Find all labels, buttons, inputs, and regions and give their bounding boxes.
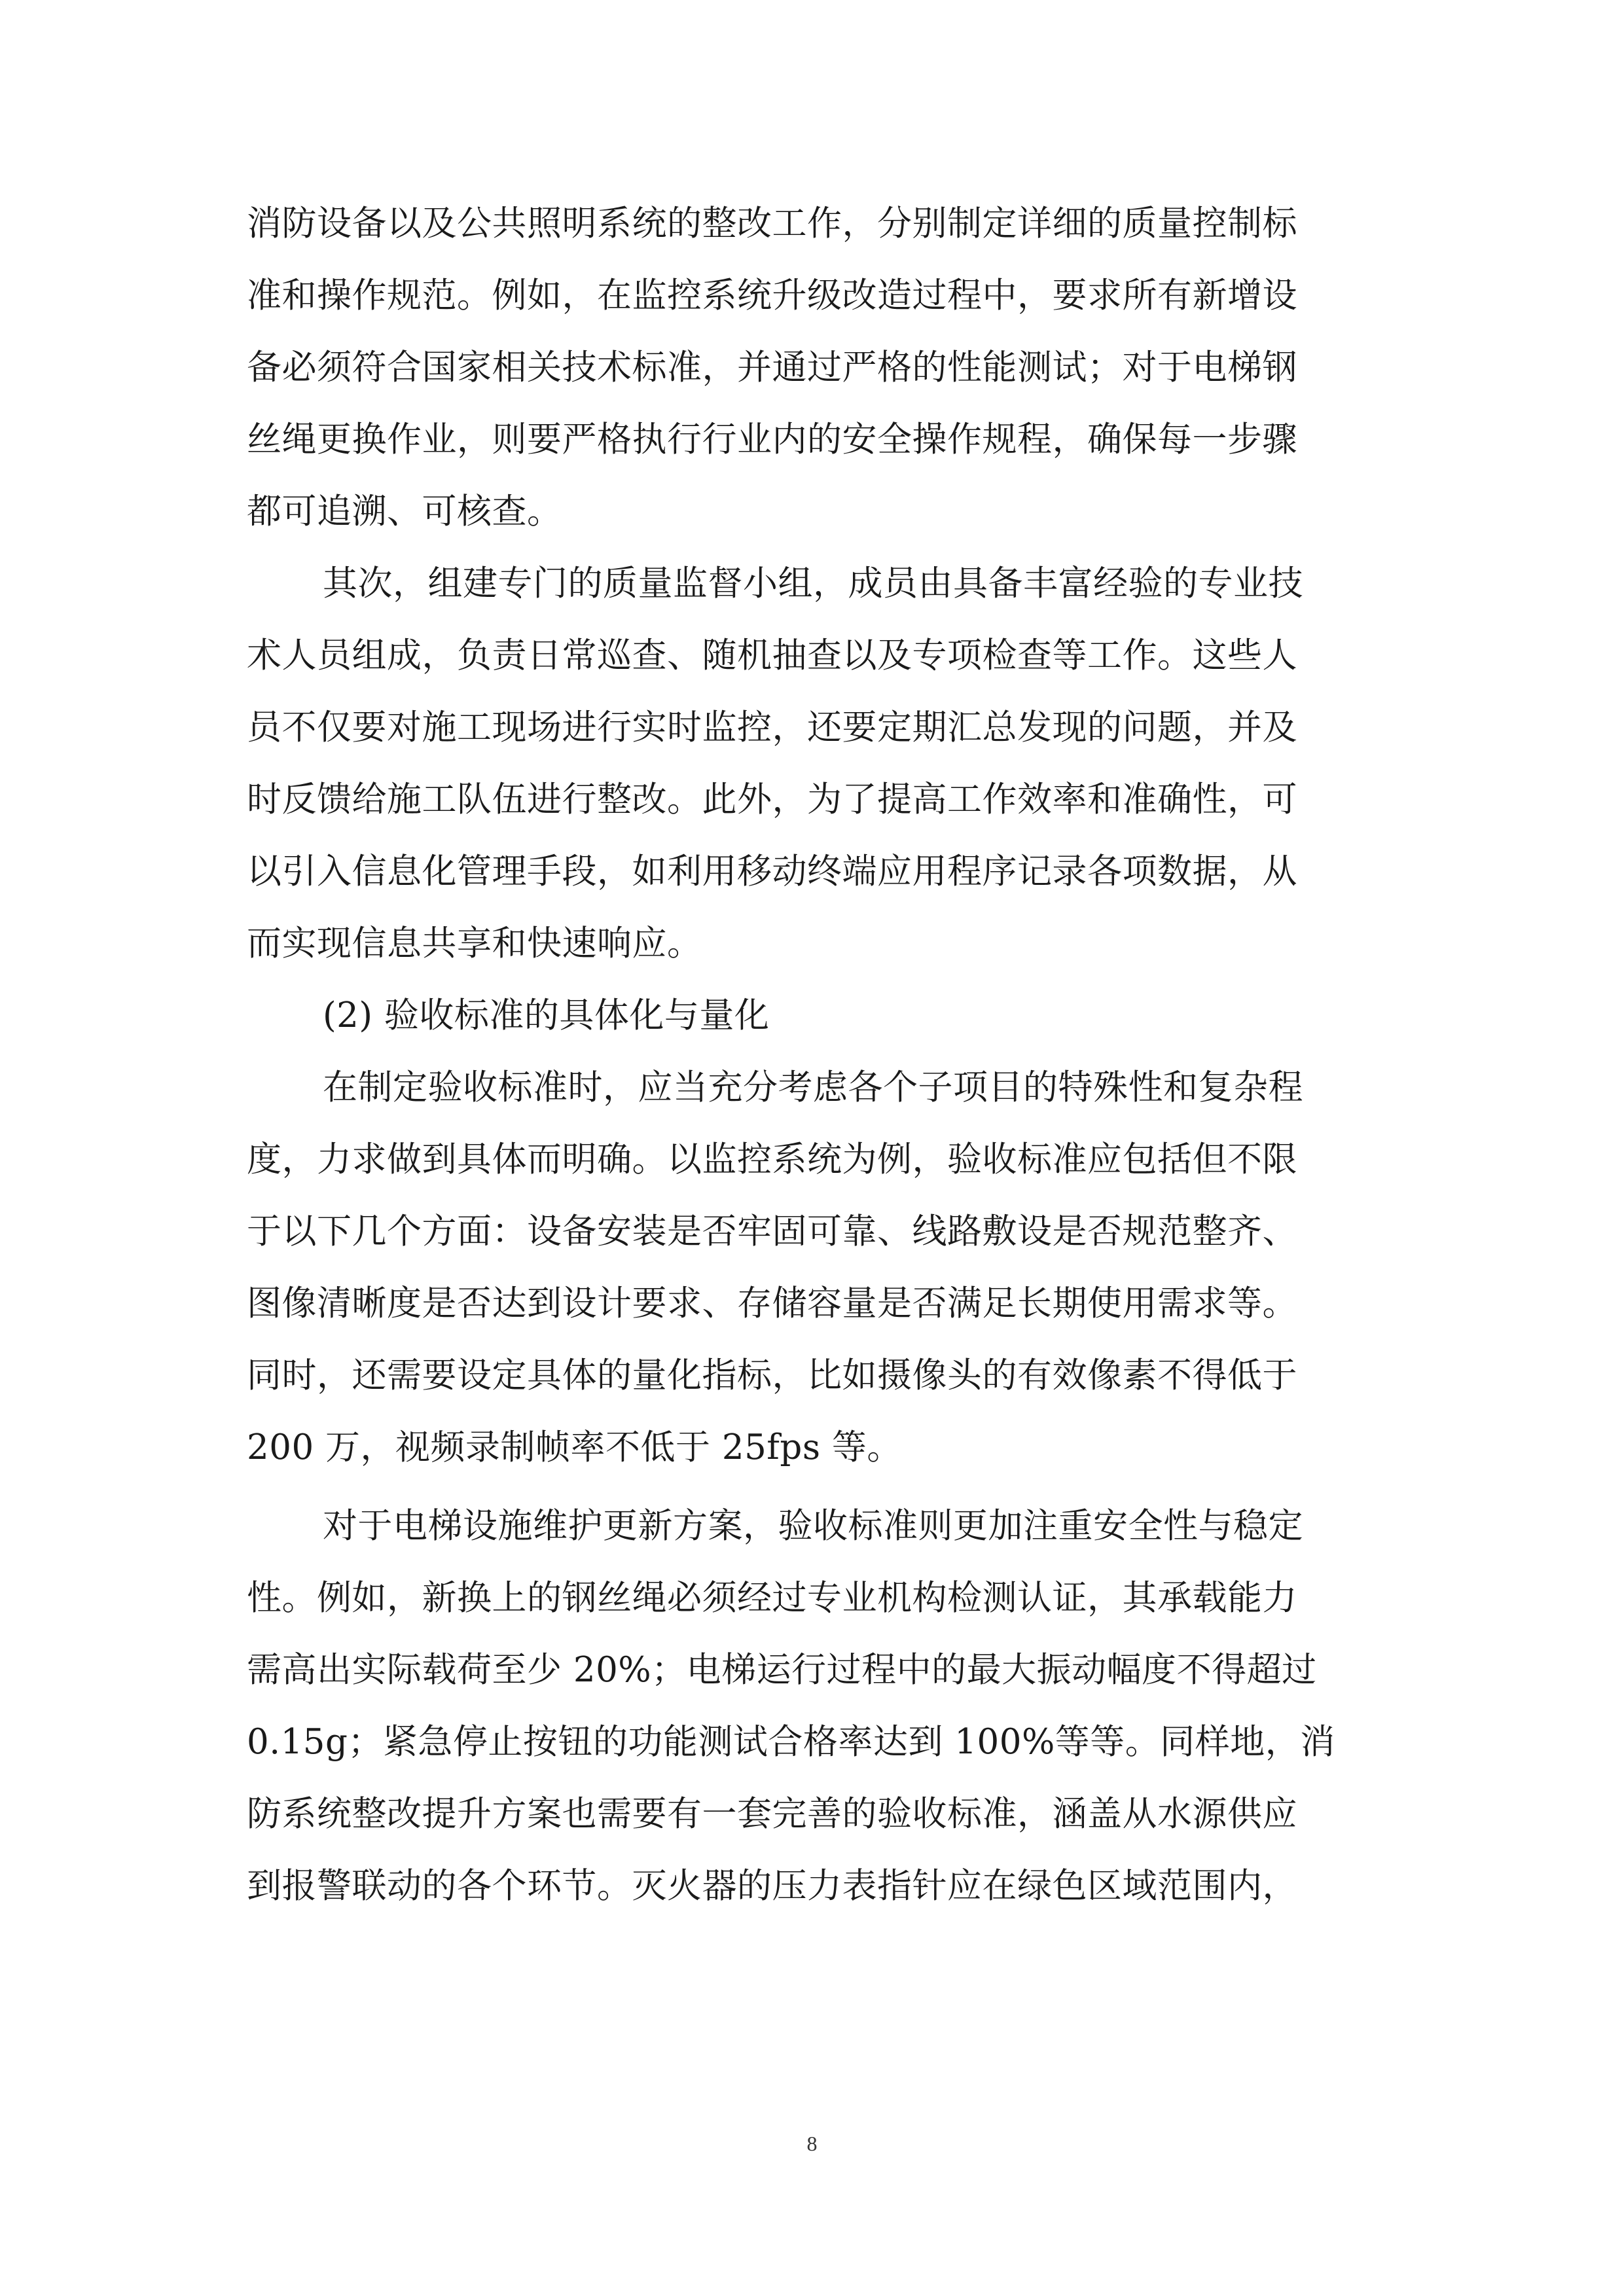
- text-line-7: 术人员组成，负责日常巡查、随机抽查以及专项检查等工作。这些人: [247, 636, 1297, 675]
- text-line-10: 以引入信息化管理手段，如利用移动终端应用程序记录各项数据，从: [247, 852, 1297, 891]
- text-line-9: 时反馈给施工队伍进行整改。此外，为了提高工作效率和准确性，可: [247, 780, 1297, 819]
- text-line-20: 性。例如，新换上的钢丝绳必须经过专业机构检测认证，其承载能力: [247, 1578, 1297, 1618]
- text-line-5: 都可追溯、可核查。: [247, 492, 562, 531]
- section-heading: (2) 验收标准的具体化与量化: [323, 996, 770, 1035]
- text-line-21: 需高出实际载荷至少 20%；电梯运行过程中的最大振动幅度不得超过: [247, 1650, 1317, 1690]
- text-line-17: 同时，还需要设定具体的量化指标，比如摄像头的有效像素不得低于: [247, 1355, 1297, 1395]
- text-line-18: 200 万，视频录制帧率不低于 25fps 等。: [247, 1427, 902, 1467]
- text-line-8: 员不仅要对施工现场进行实时监控，还要定期汇总发现的问题，并及: [247, 708, 1297, 747]
- text-line-1: 消防设备以及公共照明系统的整改工作，分别制定详细的质量控制标: [247, 204, 1297, 243]
- paragraph-start-line-6: 其次，组建专门的质量监督小组，成员由具备丰富经验的专业技: [323, 564, 1303, 603]
- text-line-14: 度，力求做到具体而明确。以监控系统为例，验收标准应包括但不限: [247, 1139, 1297, 1179]
- paragraph-start-line-19: 对于电梯设施维护更新方案，验收标准则更加注重安全性与稳定: [323, 1506, 1303, 1546]
- text-line-23: 防系统整改提升方案也需要有一套完善的验收标准，涵盖从水源供应: [247, 1794, 1297, 1834]
- text-line-15: 于以下几个方面：设备安装是否牢固可靠、线路敷设是否规范整齐、: [247, 1211, 1297, 1251]
- text-line-16: 图像清晰度是否达到设计要求、存储容量是否满足长期使用需求等。: [247, 1283, 1297, 1323]
- paragraph-start-line-13: 在制定验收标准时，应当充分考虑各个子项目的特殊性和复杂程: [323, 1067, 1303, 1107]
- text-line-11: 而实现信息共享和快速响应。: [247, 924, 702, 963]
- text-line-22: 0.15g；紧急停止按钮的功能测试合格率达到 100%等等。同样地，消: [247, 1722, 1335, 1762]
- text-line-24: 到报警联动的各个环节。灭火器的压力表指针应在绿色区域范围内，: [247, 1866, 1297, 1906]
- text-line-2: 准和操作规范。例如，在监控系统升级改造过程中，要求所有新增设: [247, 276, 1297, 315]
- text-line-4: 丝绳更换作业，则要严格执行行业内的安全操作规程，确保每一步骤: [247, 420, 1297, 459]
- text-line-3: 备必须符合国家相关技术标准，并通过严格的性能测试；对于电梯钢: [247, 348, 1297, 387]
- page-number: 8: [806, 2132, 818, 2155]
